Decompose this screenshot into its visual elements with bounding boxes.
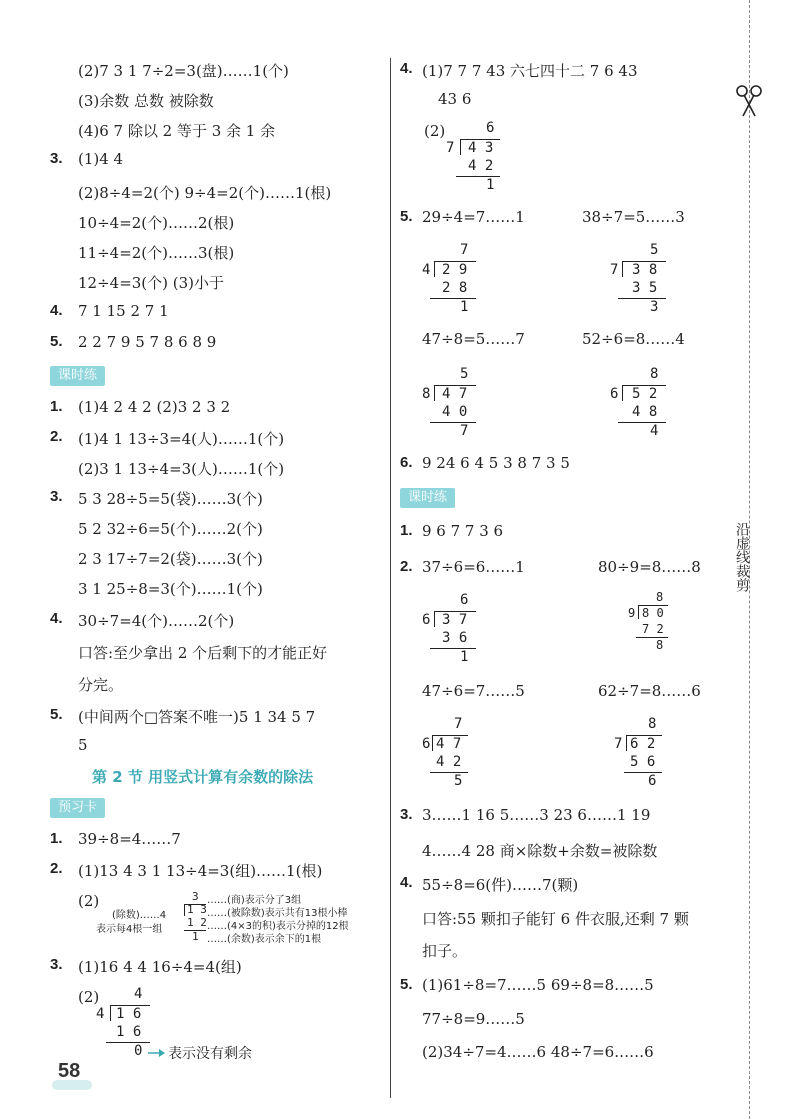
dividend: 8 0	[642, 606, 664, 620]
answer-line: 7 1 15 2 7 1	[78, 302, 169, 320]
answer-line: (1)4 4	[78, 150, 124, 168]
long-division	[422, 242, 482, 322]
answer-line: 62÷7=8……6	[598, 682, 701, 700]
question-number: 5.	[400, 976, 413, 993]
answer-line: (2)8÷4=2(个) 9÷4=2(个)……1(根)	[78, 184, 332, 202]
dividend: 6 2	[630, 736, 656, 752]
question-number: 4.	[400, 874, 413, 891]
dividend: 3 7	[442, 612, 468, 628]
product: 4 0	[442, 404, 468, 420]
quotient: 6	[460, 592, 469, 608]
product: 1 2	[187, 916, 207, 929]
remainder: 5	[454, 773, 463, 789]
answer-line: (2)7 3 1 7÷2=3(盘)……1(个)	[78, 62, 289, 80]
column-divider	[390, 58, 391, 1098]
quotient: 4	[134, 986, 143, 1002]
annotation-divisor: (除数)……4	[112, 910, 167, 921]
quotient: 5	[650, 242, 659, 258]
section-badge: 课时练	[400, 488, 455, 508]
answer-line: (1)61÷8=7……5 69÷8=8……5	[422, 976, 654, 994]
answer-line: (3)余数 总数 被除数	[78, 92, 214, 110]
question-number: 1.	[50, 398, 63, 415]
question-number: 2.	[50, 860, 63, 877]
dividend: 5 2	[632, 386, 658, 402]
dividend: 1 6	[116, 1006, 142, 1022]
divisor: 7	[614, 736, 623, 752]
quotient: 7	[454, 716, 463, 732]
quotient: 8	[656, 590, 664, 604]
remainder: 0	[134, 1043, 143, 1059]
answer-line: 55÷8=6(件)……7(颗)	[422, 876, 579, 894]
answer-line: 5 2 32÷6=5(个)……2(个)	[78, 520, 263, 538]
product: 3 5	[632, 280, 658, 296]
product: 4 2	[468, 158, 494, 174]
long-division	[610, 366, 670, 446]
remainder: 1	[486, 177, 495, 193]
answer-line: 43 6	[438, 90, 472, 108]
answer-line: (中间两个□答案不唯一)5 1 34 5 7	[78, 708, 316, 726]
page-number: 58	[58, 1060, 81, 1082]
quotient: 5	[460, 366, 469, 382]
question-number: 4.	[400, 60, 413, 77]
remainder: 4	[650, 423, 659, 439]
product: 7 2	[642, 622, 664, 636]
answer-line: 9 6 7 7 3 6	[422, 522, 504, 540]
long-division	[628, 590, 678, 660]
answer-line: 5 3 28÷5=5(袋)……3(个)	[78, 490, 263, 508]
divisor: 7	[446, 140, 455, 156]
question-number: 2.	[400, 558, 413, 575]
answer-line: 52÷6=8……4	[582, 330, 685, 348]
section-title: 第 2 节 用竖式计算有余数的除法	[92, 768, 314, 786]
answer-line: (2)34÷7=4……6 48÷7=6……6	[422, 1043, 654, 1061]
quotient: 8	[648, 716, 657, 732]
remainder: 3	[650, 299, 659, 315]
product: 5 6	[630, 754, 656, 770]
divisor: 7	[610, 262, 619, 278]
answer-line: 口答:至少拿出 2 个后剩下的才能正好	[78, 644, 328, 662]
answer-line: 47÷8=5……7	[422, 330, 525, 348]
remainder: 1	[192, 930, 199, 943]
product: 4 2	[436, 754, 462, 770]
product: 1 6	[116, 1024, 142, 1040]
product: 3 6	[442, 630, 468, 646]
long-division	[610, 242, 670, 322]
answer-line: 80÷9=8……8	[598, 558, 701, 576]
divisor: 6	[422, 736, 431, 752]
answer-line: 38÷7=5……3	[582, 208, 685, 226]
annotation-product: ……(4×3的积)表示分掉的12根	[207, 921, 349, 932]
answer-line: 77÷8=9……5	[422, 1010, 525, 1028]
answer-line: (2)	[424, 122, 446, 140]
question-number: 5.	[400, 208, 413, 225]
answer-line: (1)16 4 4 16÷4=4(组)	[78, 958, 242, 976]
annotation-remainder: ……(余数)表示余下的1根	[207, 934, 322, 945]
question-number: 6.	[400, 454, 413, 471]
question-number: 1.	[400, 522, 413, 539]
answer-line: 4……4 28 商×除数+余数=被除数	[422, 842, 658, 860]
answer-line: 3……1 16 5……3 23 6……1 19	[422, 806, 651, 824]
long-division	[422, 366, 482, 446]
long-division	[614, 716, 674, 796]
remainder: 6	[648, 773, 657, 789]
divisor: 4	[422, 262, 431, 278]
question-number: 4.	[50, 302, 63, 319]
quotient: 7	[460, 242, 469, 258]
annotation-quotient: ……(商)表示分了3组	[207, 895, 302, 906]
answer-line: 2 3 17÷7=2(袋)……3(个)	[78, 550, 263, 568]
question-number: 5.	[50, 706, 63, 723]
answer-line: 12÷4=3(个) (3)小于	[78, 274, 225, 292]
answer-line: (1)13 4 3 1 13÷4=3(组)……1(根)	[78, 862, 323, 880]
answer-line: 10÷4=2(个)……2(根)	[78, 214, 235, 232]
dividend: 1 3	[187, 903, 207, 916]
remainder: 1	[460, 299, 469, 315]
answer-line: 29÷4=7……1	[422, 208, 525, 226]
long-division	[422, 716, 482, 796]
note-text: 表示没有剩余	[168, 1046, 252, 1062]
answer-line: 2 2 7 9 5 7 8 6 8 9	[78, 333, 217, 351]
answer-line: 37÷6=6……1	[422, 558, 525, 576]
answer-line: 分完。	[78, 676, 124, 694]
question-number: 2.	[50, 428, 63, 445]
quotient: 8	[650, 366, 659, 382]
section-badge: 预习卡	[50, 798, 105, 818]
long-division	[446, 120, 506, 200]
answer-line: (1)4 2 4 2 (2)3 2 3 2	[78, 398, 231, 416]
long-division	[422, 592, 482, 672]
answer-line: (4)6 7 除以 2 等于 3 余 1 余	[78, 122, 276, 140]
remainder: 1	[460, 649, 469, 665]
remainder: 8	[656, 638, 664, 652]
answer-line: 扣子。	[422, 942, 468, 960]
dividend: 4 3	[468, 140, 494, 156]
question-number: 3.	[50, 956, 63, 973]
annotation-group: 表示每4根一组	[96, 924, 163, 935]
long-division	[178, 890, 208, 946]
question-number: 3.	[50, 150, 63, 167]
quotient: 6	[486, 120, 495, 136]
scissors-icon	[734, 84, 764, 118]
answer-line: (1)4 1 13÷3=4(人)……1(个)	[78, 430, 285, 448]
answer-line: 11÷4=2(个)……3(根)	[78, 244, 235, 262]
question-number: 5.	[50, 333, 63, 350]
product: 4 8	[632, 404, 658, 420]
dividend: 4 7	[436, 736, 462, 752]
answer-line: 39÷8=4……7	[78, 830, 181, 848]
question-number: 3.	[400, 806, 413, 823]
divisor: 4	[96, 1006, 105, 1022]
product: 2 8	[442, 280, 468, 296]
answer-line: 30÷7=4(个)……2(个)	[78, 612, 235, 630]
answer-line: (2)3 1 13÷4=3(人)……1(个)	[78, 460, 285, 478]
dividend: 2 9	[442, 262, 468, 278]
section-badge: 课时练	[50, 366, 105, 386]
remainder: 7	[460, 423, 469, 439]
answer-line: 47÷6=7……5	[422, 682, 525, 700]
cut-instruction: 沿虚线裁剪	[734, 522, 750, 592]
quotient: 3	[192, 890, 199, 903]
answer-line: 3 1 25÷8=3(个)……1(个)	[78, 580, 263, 598]
answer-line: 口答:55 颗扣子能钉 6 件衣服,还剩 7 颗	[422, 910, 689, 928]
dividend: 3 8	[632, 262, 658, 278]
divisor: 6	[610, 386, 619, 402]
question-number: 4.	[50, 610, 63, 627]
long-division	[96, 986, 156, 1066]
question-number: 1.	[50, 830, 63, 847]
answer-line: (2)	[78, 892, 100, 910]
dividend: 4 7	[442, 386, 468, 402]
answer-line: (1)7 7 7 43 六七四十二 7 6 43	[422, 62, 638, 80]
annotation-dividend: ……(被除数)表示共有13根小棒	[207, 908, 348, 919]
question-number: 3.	[50, 488, 63, 505]
divisor: 8	[422, 386, 431, 402]
divisor: 9	[628, 606, 636, 620]
divisor: 6	[422, 612, 431, 628]
arrow-icon	[148, 1048, 166, 1058]
answer-line: (2)	[78, 988, 100, 1006]
answer-line: 9 24 6 4 5 3 8 7 3 5	[422, 454, 570, 472]
answer-line: 5	[78, 736, 88, 754]
